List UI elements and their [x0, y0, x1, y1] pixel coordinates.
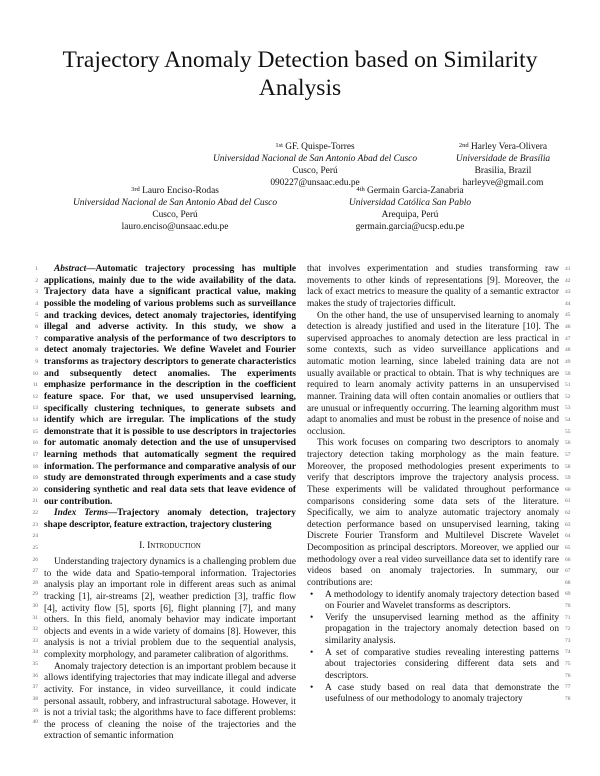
line-number: 72	[565, 626, 571, 633]
line-number: 73	[565, 637, 571, 644]
line-number: 77	[565, 684, 571, 691]
section-heading-introduction: I. Introduction	[139, 540, 201, 552]
line-number: 6	[35, 324, 38, 331]
line-number: 35	[32, 661, 38, 668]
line-number: 74	[565, 649, 571, 656]
author-4-location: Arequipa, Perú	[381, 210, 439, 220]
line-number: 53	[565, 405, 571, 412]
line-number: 48	[565, 347, 571, 354]
line-number: 1	[35, 266, 38, 272]
contribution-item: • A methodology to identify anomaly trajectory detection based on Fourier and Wavelet transforms as descriptors.	[321, 590, 559, 613]
intro-paragraph-5: This work focuses on comparing two descriptors to anomaly trajectory detection taking morphology as the main feature. Moreover, the proposed methodologies present experiments to verify that descriptors improve the trajectory analysis process. These experiments will be validated throughout performance comparisons considering some data sets of the literature. Specifically, we aim to analyze automatic trajectory anomaly detection performance based on unsupervised learning, taking Discrete Fourier Transform and Multilevel Discrete Wavelet Decomposition as principal descriptors. Moreover, we applied our methodology over a real video surveillance data set to identify rare videos based on anomaly trajectories. In summary, our contributions are:	[307, 438, 559, 588]
right-column	[307, 264, 559, 706]
index-terms-text: —Trajectory anomaly detection, trajectory shape descriptor, feature extraction, trajectory clustering	[44, 508, 296, 530]
line-number: 37	[32, 684, 38, 691]
contribution-item: • Verify the unsupervised learning method as the affinity propagation in the trajectory anomaly detection based on similarity analysis.	[321, 613, 559, 648]
line-number: 51	[565, 382, 571, 389]
line-number: 27	[32, 568, 38, 575]
line-number: 2	[35, 277, 38, 284]
line-number: 61	[565, 498, 571, 505]
line-number: 3	[35, 289, 38, 296]
line-number: 33	[32, 637, 38, 644]
author-2-email: harleyve@gmail.com	[462, 178, 544, 188]
line-number: 11	[32, 382, 38, 389]
line-number: 23	[32, 521, 38, 528]
line-number: 14	[32, 417, 38, 424]
line-number: 54	[565, 417, 571, 424]
line-number: 13	[32, 405, 38, 412]
line-number: 22	[32, 510, 38, 517]
contribution-item: • A set of comparative studies revealing interesting patterns about trajectories considering different data sets and descriptors.	[321, 648, 559, 683]
line-number: 34	[32, 649, 38, 656]
line-number: 49	[565, 358, 571, 365]
abstract	[44, 264, 296, 508]
line-number: 69	[565, 591, 571, 598]
line-number: 76	[565, 672, 571, 679]
line-number: 52	[565, 393, 571, 400]
line-number: 5	[35, 312, 38, 319]
left-column	[44, 264, 296, 743]
line-number: 17	[32, 451, 38, 458]
abstract-label: Abstract	[54, 264, 87, 274]
author-3-name: Lauro Enciso-Rodas	[142, 186, 219, 196]
line-number: 8	[35, 347, 38, 354]
author-1-location: Cusco, Perú	[292, 166, 338, 176]
author-3-email: lauro.enciso@unsaac.edu.pe	[121, 222, 229, 232]
line-number: 45	[565, 312, 571, 319]
line-number: 29	[32, 591, 38, 598]
line-number: 47	[565, 335, 571, 342]
line-number: 75	[565, 661, 571, 668]
line-number: 20	[32, 486, 38, 493]
line-number: 68	[565, 579, 571, 586]
line-number: 67	[565, 568, 571, 575]
author-1-name: GF. Quispe-Torres	[285, 142, 355, 152]
author-2-affiliation: Universidade de Brasília	[455, 154, 551, 164]
line-number: 30	[32, 602, 38, 609]
author-3-location: Cusco, Perú	[152, 210, 198, 220]
line-number: 39	[32, 707, 38, 714]
line-number: 78	[565, 695, 571, 702]
author-block-2	[418, 141, 588, 189]
author-block-3	[50, 185, 300, 233]
line-number: 28	[32, 579, 38, 586]
line-number: 36	[32, 672, 38, 679]
line-number: 25	[32, 544, 38, 551]
line-number: 10	[32, 370, 38, 377]
line-number: 18	[32, 463, 38, 470]
author-2-order: 2nd	[458, 142, 469, 149]
line-number: 64	[565, 533, 571, 540]
line-number: 65	[565, 544, 571, 551]
line-number: 63	[565, 521, 571, 528]
line-number: 43	[565, 289, 571, 296]
author-4-name: Germain Garcia-Zanabria	[367, 186, 464, 196]
line-number: 56	[565, 440, 571, 447]
line-number: 59	[565, 475, 571, 482]
line-number: 26	[32, 556, 38, 563]
line-number: 16	[32, 440, 38, 447]
line-number: 50	[565, 370, 571, 377]
line-number: 40	[32, 719, 38, 726]
line-number: 38	[32, 695, 38, 702]
author-4-email: germain.garcia@ucsp.edu.pe	[355, 222, 465, 232]
author-3-affiliation: Universidad Nacional de San Antonio Abad del Cusco	[72, 198, 278, 208]
paper-title: Trajectory Anomaly Detection based on Similarity Analysis	[62, 47, 538, 101]
author-1-order: 1st	[275, 142, 283, 149]
abstract-text: —Automatic trajectory processing has multiple applications, mainly due to the wide availability of the data. Trajectory data have a significant practical value, making possible the modeling of various problems such as surveillance and tracking devices, detect anomaly trajectories, identifying illegal and adverse activity. In this study, we show a comparative analysis of the performance of two descriptors to detect anomaly trajectories. We define Wavelet and Fourier transforms as trajectory descriptors to generate characteristics and subsequently detect anomalies. The experiments emphasize performance in the description in the coefficient feature space. For that, we used unsupervised learning, specifically clustering techniques, to generate subsets and identify which are irregular. The implications of the study demonstrate that it is possible to use descriptors in trajectories for automatic anomaly detection and the use of unsupervised learning methods that automatically segment the required information. The performance and comparative analysis of our study are demonstrated through experiments and a case study considering synthetic and real data sets that leave evidence of our contribution.	[44, 264, 296, 507]
line-number: 58	[565, 463, 571, 470]
line-number: 46	[565, 324, 571, 331]
index-terms	[44, 508, 296, 531]
intro-paragraph-2: Anomaly trajectory detection is an important problem because it allows identifying trajectories that may indicate illegal and adverse activity. For instance, in video surveillance, it could indicate personal assault, robbery, and infrastructural sabotage. However, it is not a trivial task; the algorithms have to face different problems: the process of cleaning the noise of the trajectories and the extraction of semantic information	[44, 661, 296, 742]
intro-paragraph-4: On the other hand, the use of unsupervised learning to anomaly detection is already justified and used in the literature [10]. The supervised approaches to anomaly detection are less practical in some contexts, such as video surveillance applications and automatic motion learning, since labeled training data are not usually available or practical to obtain. That is why techniques are required to learn anomaly activity patterns in an unsupervised manner. Training data will often contain anomalies or outliers that are unusual or infrequently occurring. The learning algorithm must adapt to anomalies and must be robust in the presence of noise and occlusion.	[307, 310, 559, 437]
line-number: 21	[32, 498, 38, 505]
line-number: 57	[565, 451, 571, 458]
line-number: 19	[32, 475, 38, 482]
line-number: 60	[565, 486, 571, 493]
author-block-4	[330, 185, 490, 233]
line-number: 7	[35, 335, 38, 342]
line-number: 66	[565, 556, 571, 563]
intro-paragraph-3: that involves experimentation and studies transforming raw movements to other kinds of representations [9]. Moreover, the lack of exact metrics to measure the quality of a semantic extractor makes the study of trajectories difficult.	[307, 264, 559, 309]
line-number: 62	[565, 510, 571, 517]
index-terms-label: Index Terms	[54, 508, 108, 519]
line-number: 44	[565, 300, 571, 307]
line-number: 9	[35, 358, 38, 365]
line-number: 12	[32, 393, 38, 400]
line-number: 24	[32, 533, 38, 540]
author-2-name: Harley Vera-Olivera	[471, 142, 548, 152]
author-2-location: Brasilia, Brazil	[474, 166, 532, 176]
author-4-affiliation: Universidad Católica San Pablo	[348, 198, 472, 208]
line-number: 32	[32, 626, 38, 633]
line-number: 70	[565, 602, 571, 609]
author-1-email: 090227@unsaac.edu.pe	[270, 178, 360, 188]
line-number: 55	[565, 428, 571, 435]
contribution-item: • A case study based on real data that demonstrate the usefulness of our methodology to anomaly trajectory	[321, 683, 559, 706]
contributions-list	[307, 590, 559, 706]
author-block-1	[170, 141, 460, 189]
line-number: 4	[35, 300, 38, 307]
author-1-affiliation: Universidad Nacional de San Antonio Abad del Cusco	[212, 154, 418, 164]
line-number: 15	[32, 428, 38, 435]
author-3-order: 3rd	[131, 186, 140, 193]
intro-paragraph-1: Understanding trajectory dynamics is a challenging problem due to the wide data and Spatio-temporal information. Trajectories analysis play an important role in different areas such as animal tracking [1], air-streams [2], weather prediction [3], traffic flow [4], activity flow [5], sports [6], flight planning [7], and many others. In this field, anomaly behavior may indicate important objects and events in a wide variety of domains [8]. However, this analysis is not a trivial problem due to the sequential analysis, complexity morphology, and parameter calibration of algorithms.	[44, 557, 296, 660]
line-number: 41	[565, 266, 571, 272]
line-number: 42	[565, 277, 571, 284]
author-4-order: 4th	[356, 186, 365, 193]
line-number: 31	[32, 614, 38, 621]
line-number: 71	[565, 614, 571, 621]
